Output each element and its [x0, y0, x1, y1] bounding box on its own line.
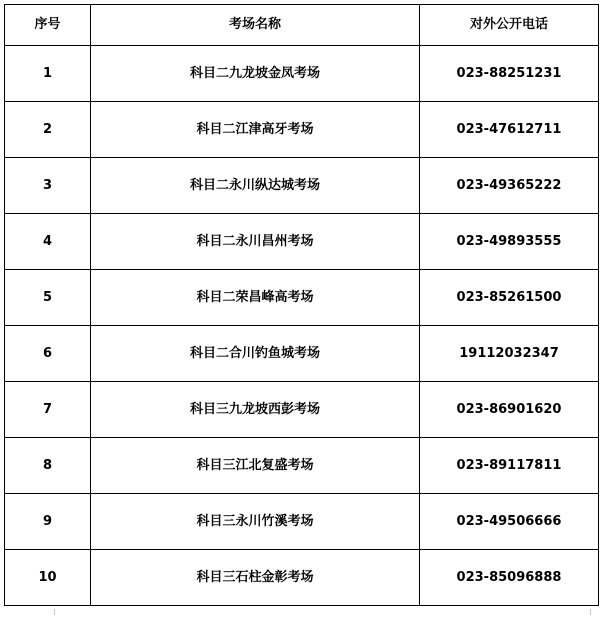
- row-venue-name: 科目三永川竹溪考场: [91, 494, 420, 550]
- row-venue-name: 科目三江北复盛考场: [91, 438, 420, 494]
- row-phone: 023-49365222: [420, 158, 599, 214]
- row-index: 1: [5, 46, 91, 102]
- row-phone: 023-85096888: [420, 550, 599, 606]
- header-public-phone: 对外公开电话: [420, 5, 599, 46]
- row-venue-name: 科目二永川昌州考场: [91, 214, 420, 270]
- row-index: 8: [5, 438, 91, 494]
- row-index: 2: [5, 102, 91, 158]
- table-row: [5, 214, 599, 270]
- row-phone: 023-88251231: [420, 46, 599, 102]
- row-venue-name: 科目二荣昌峰高考场: [91, 270, 420, 326]
- table-row: [5, 550, 599, 606]
- row-index: 6: [5, 326, 91, 382]
- header-venue-name: 考场名称: [91, 5, 420, 46]
- row-index: 3: [5, 158, 91, 214]
- row-index: 9: [5, 494, 91, 550]
- table-row: [5, 326, 599, 382]
- row-venue-name: 科目二合川钓鱼城考场: [91, 326, 420, 382]
- table-header-row: [5, 5, 599, 46]
- table-row: [5, 382, 599, 438]
- row-index: 10: [5, 550, 91, 606]
- row-phone: 023-86901620: [420, 382, 599, 438]
- table-row: [5, 494, 599, 550]
- row-phone: 023-49506666: [420, 494, 599, 550]
- row-phone: 023-85261500: [420, 270, 599, 326]
- exam-venue-table-container: [4, 4, 599, 606]
- exam-venue-table: [4, 4, 599, 606]
- row-index: 7: [5, 382, 91, 438]
- row-index: 4: [5, 214, 91, 270]
- page-edge-mark: [54, 609, 55, 615]
- row-venue-name: 科目三九龙坡西彭考场: [91, 382, 420, 438]
- table-row: [5, 438, 599, 494]
- table-row: [5, 270, 599, 326]
- table-row: [5, 46, 599, 102]
- row-venue-name: 科目三石柱金彰考场: [91, 550, 420, 606]
- row-phone: 023-49893555: [420, 214, 599, 270]
- row-phone: 023-47612711: [420, 102, 599, 158]
- row-venue-name: 科目二九龙坡金凤考场: [91, 46, 420, 102]
- row-phone: 023-89117811: [420, 438, 599, 494]
- page-edge-mark: [590, 609, 591, 615]
- row-index: 5: [5, 270, 91, 326]
- row-venue-name: 科目二江津高牙考场: [91, 102, 420, 158]
- row-venue-name: 科目二永川纵达城考场: [91, 158, 420, 214]
- table-row: [5, 158, 599, 214]
- table-row: [5, 102, 599, 158]
- row-phone: 19112032347: [420, 326, 599, 382]
- header-index: 序号: [5, 5, 91, 46]
